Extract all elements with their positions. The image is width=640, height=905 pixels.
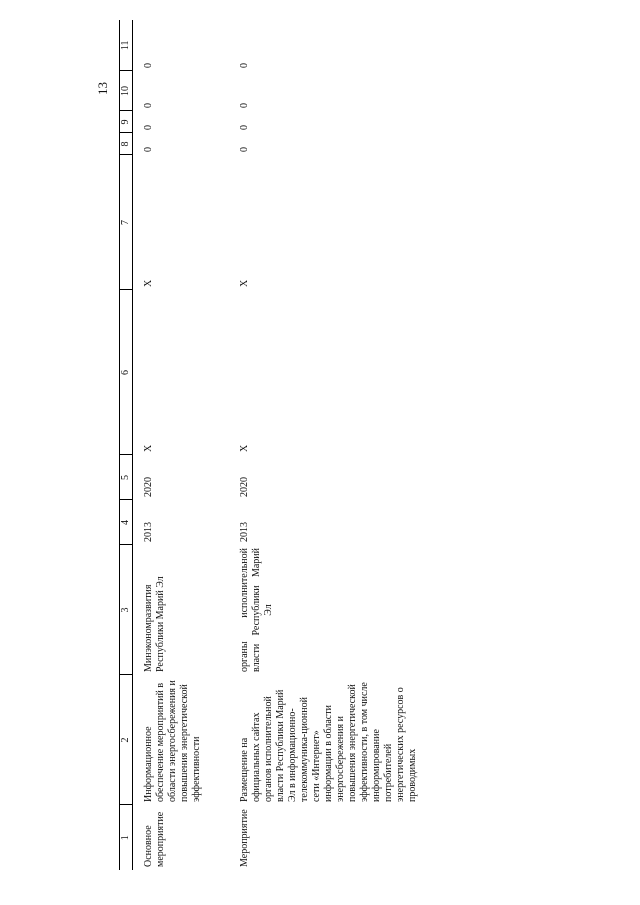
row-col6: X — [143, 444, 154, 452]
row-start-year: 2013 — [239, 522, 250, 542]
data-table — [119, 20, 419, 870]
column-header: 4 — [120, 500, 133, 545]
column-header: 6 — [120, 290, 133, 455]
column-header: 2 — [120, 675, 133, 805]
row-executor: органы исполнительной власти Республики Марий Эл — [239, 548, 274, 672]
row-col8: 0 — [239, 147, 250, 152]
row-col11: 0 — [239, 63, 250, 68]
row-col7: X — [143, 279, 154, 287]
row-start-year: 2013 — [143, 522, 154, 542]
row-col6: X — [239, 444, 250, 452]
column-header: 9 — [120, 111, 133, 133]
table-row — [133, 20, 204, 870]
row-end-year: 2020 — [239, 477, 250, 497]
row-type: Основное мероприятие — [143, 811, 166, 867]
page-number: 13 — [95, 82, 110, 95]
row-col11: 0 — [143, 63, 154, 68]
column-header-row — [120, 20, 133, 870]
row-end-year: 2020 — [143, 477, 154, 497]
column-header: 11 — [120, 20, 133, 71]
column-header: 8 — [120, 133, 133, 155]
row-col8: 0 — [143, 147, 154, 152]
row-col10: 0 — [239, 103, 250, 108]
table-row — [229, 20, 419, 870]
row-type: Мероприятие — [239, 809, 250, 867]
row-executor: Минэкономразвития Республики Марий Эл — [143, 576, 166, 672]
row-col9: 0 — [239, 125, 250, 130]
column-header: 3 — [120, 545, 133, 675]
column-header: 5 — [120, 455, 133, 500]
row-col10: 0 — [143, 103, 154, 108]
row-description: Размещение на официальных сайтах органов исполнительной власти Республики Марий Эл в информационно-телекоммуника-ционной сети «Интернет» информации в области энергосбережения и повышения энергетической эффективности, в том числе информирование потребителей энергетических ресурсов о проводимых — [239, 682, 418, 802]
column-header: 1 — [120, 805, 133, 870]
rotated-sheet — [95, 30, 545, 870]
row-description: Информационное обеспечение мероприятий в области энергосбережения и повышения энергетической эффективности — [143, 680, 202, 802]
column-header: 10 — [120, 71, 133, 111]
row-col9: 0 — [143, 125, 154, 130]
row-col7: X — [239, 279, 250, 287]
row-spacer — [203, 20, 229, 870]
column-header: 7 — [120, 155, 133, 290]
